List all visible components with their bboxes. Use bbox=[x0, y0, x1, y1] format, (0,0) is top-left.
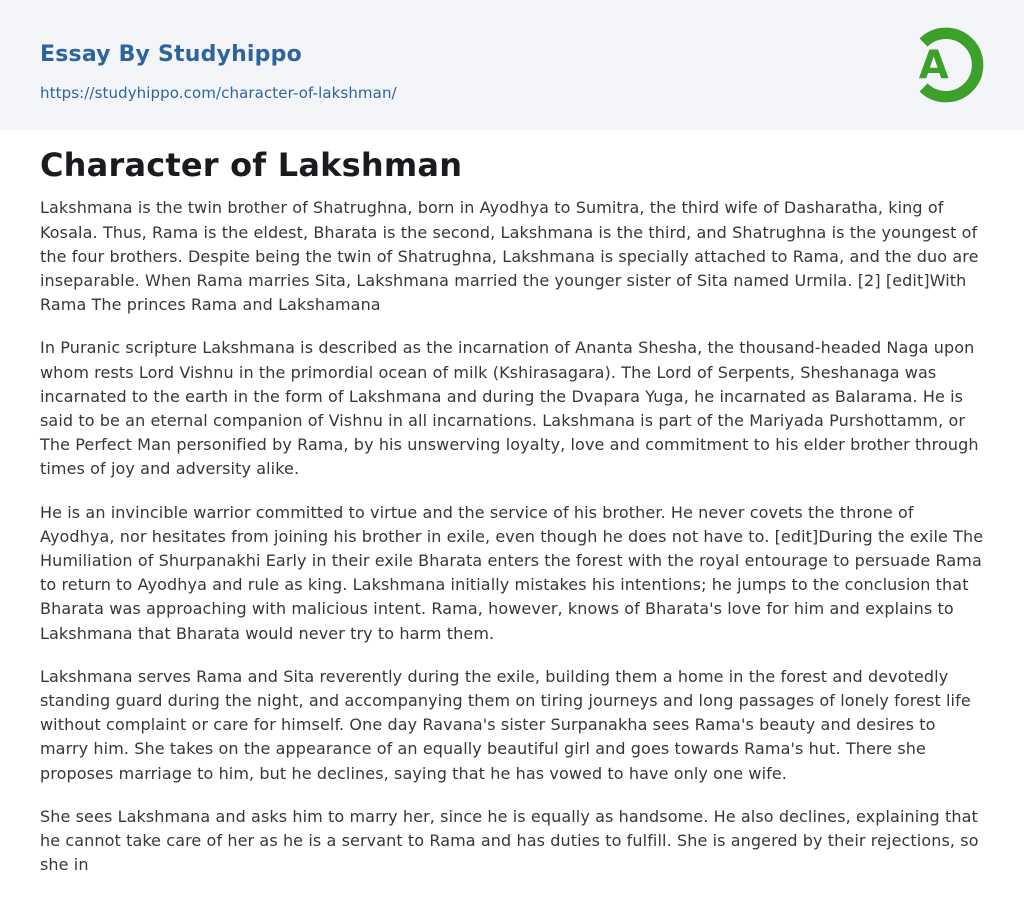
logo-letter: A bbox=[918, 43, 949, 89]
essay-paragraph: She sees Lakshmana and asks him to marry her, since he is equally as handsome. He also declines, explaining that he cannot take care of her as he is a servant to Rama and has duties to fulfill. She is angered by their rejections, so she in bbox=[40, 806, 979, 875]
logo-ring-icon bbox=[902, 21, 990, 109]
essay-paragraph: Lakshmana is the twin brother of Shatrughna, born in Ayodhya to Sumitra, the third wife of Dasharatha, king of Kosala. Thus, Rama is the eldest, Bharata is the second, Lakshmana is the third, and Shatrughna is the youngest of the four brothers. Despite being the twin of Shatrughna, Lakshmana is specially attached to Rama, and the duo are inseparable. When Rama marries Sita, Lakshmana married the younger sister of Sita named Urmila. [2] [edit]With Rama The princes Rama and Lakshamana bbox=[40, 198, 979, 315]
page-title: Character of Lakshman bbox=[40, 146, 463, 184]
essay-paragraph: In Puranic scripture Lakshmana is described as the incarnation of Ananta Shesha, the thousand-headed Naga upon whom rests Lord Vishnu in the primordial ocean of milk (Kshirasagara). The Lord of Serpents, Sheshanaga was incarnated to the earth in the form of Lakshmana and during the Dvapara Yuga, he incarnated as Balarama. He is said to be an eternal companion of Vishnu in all incarnations. Lakshmana is part of the Mariyada Purshottamm, or The Perfect Man personified by Rama, by his unswerving loyalty, love and commitment to his elder brother through times of joy and adversity alike. bbox=[40, 338, 979, 479]
studyhippo-logo bbox=[902, 21, 990, 109]
essay-paragraph: Lakshmana serves Rama and Sita reverently during the exile, building them a home in the forest and devotedly standing guard during the night, and accompanying them on tiring journeys and long passages of lonely forest life without complaint or care for himself. One day Ravana's sister Surpanakha sees Rama's beauty and desires to marry him. She takes on the appearance of an equally beautiful girl and goes towards Rama's hut. There she proposes marriage to him, but he declines, saying that he has vowed to have only one wife. bbox=[40, 666, 971, 783]
brand-title: Essay By Studyhippo bbox=[40, 42, 302, 67]
source-url-link[interactable]: https://studyhippo.com/character-of-lakshman/ bbox=[40, 84, 397, 102]
essay-article bbox=[0, 130, 1024, 877]
brand-block bbox=[40, 40, 397, 102]
essay-paragraph: He is an invincible warrior committed to virtue and the service of his brother. He never covets the throne of Ayodhya, nor hesitates from joining his brother in exile, even though he does not have to. [edit]During the exile The Humiliation of Shurpanakhi Early in their exile Bharata enters the forest with the royal entourage to persuade Rama to return to Ayodhya and rule as king. Lakshmana initially mistakes his intentions; he jumps to the conclusion that Bharata was approaching with malicious intent. Rama, however, knows of Bharata's love for him and explains to Lakshmana that Bharata would never try to harm them. bbox=[40, 502, 984, 643]
page-header bbox=[0, 0, 1024, 130]
